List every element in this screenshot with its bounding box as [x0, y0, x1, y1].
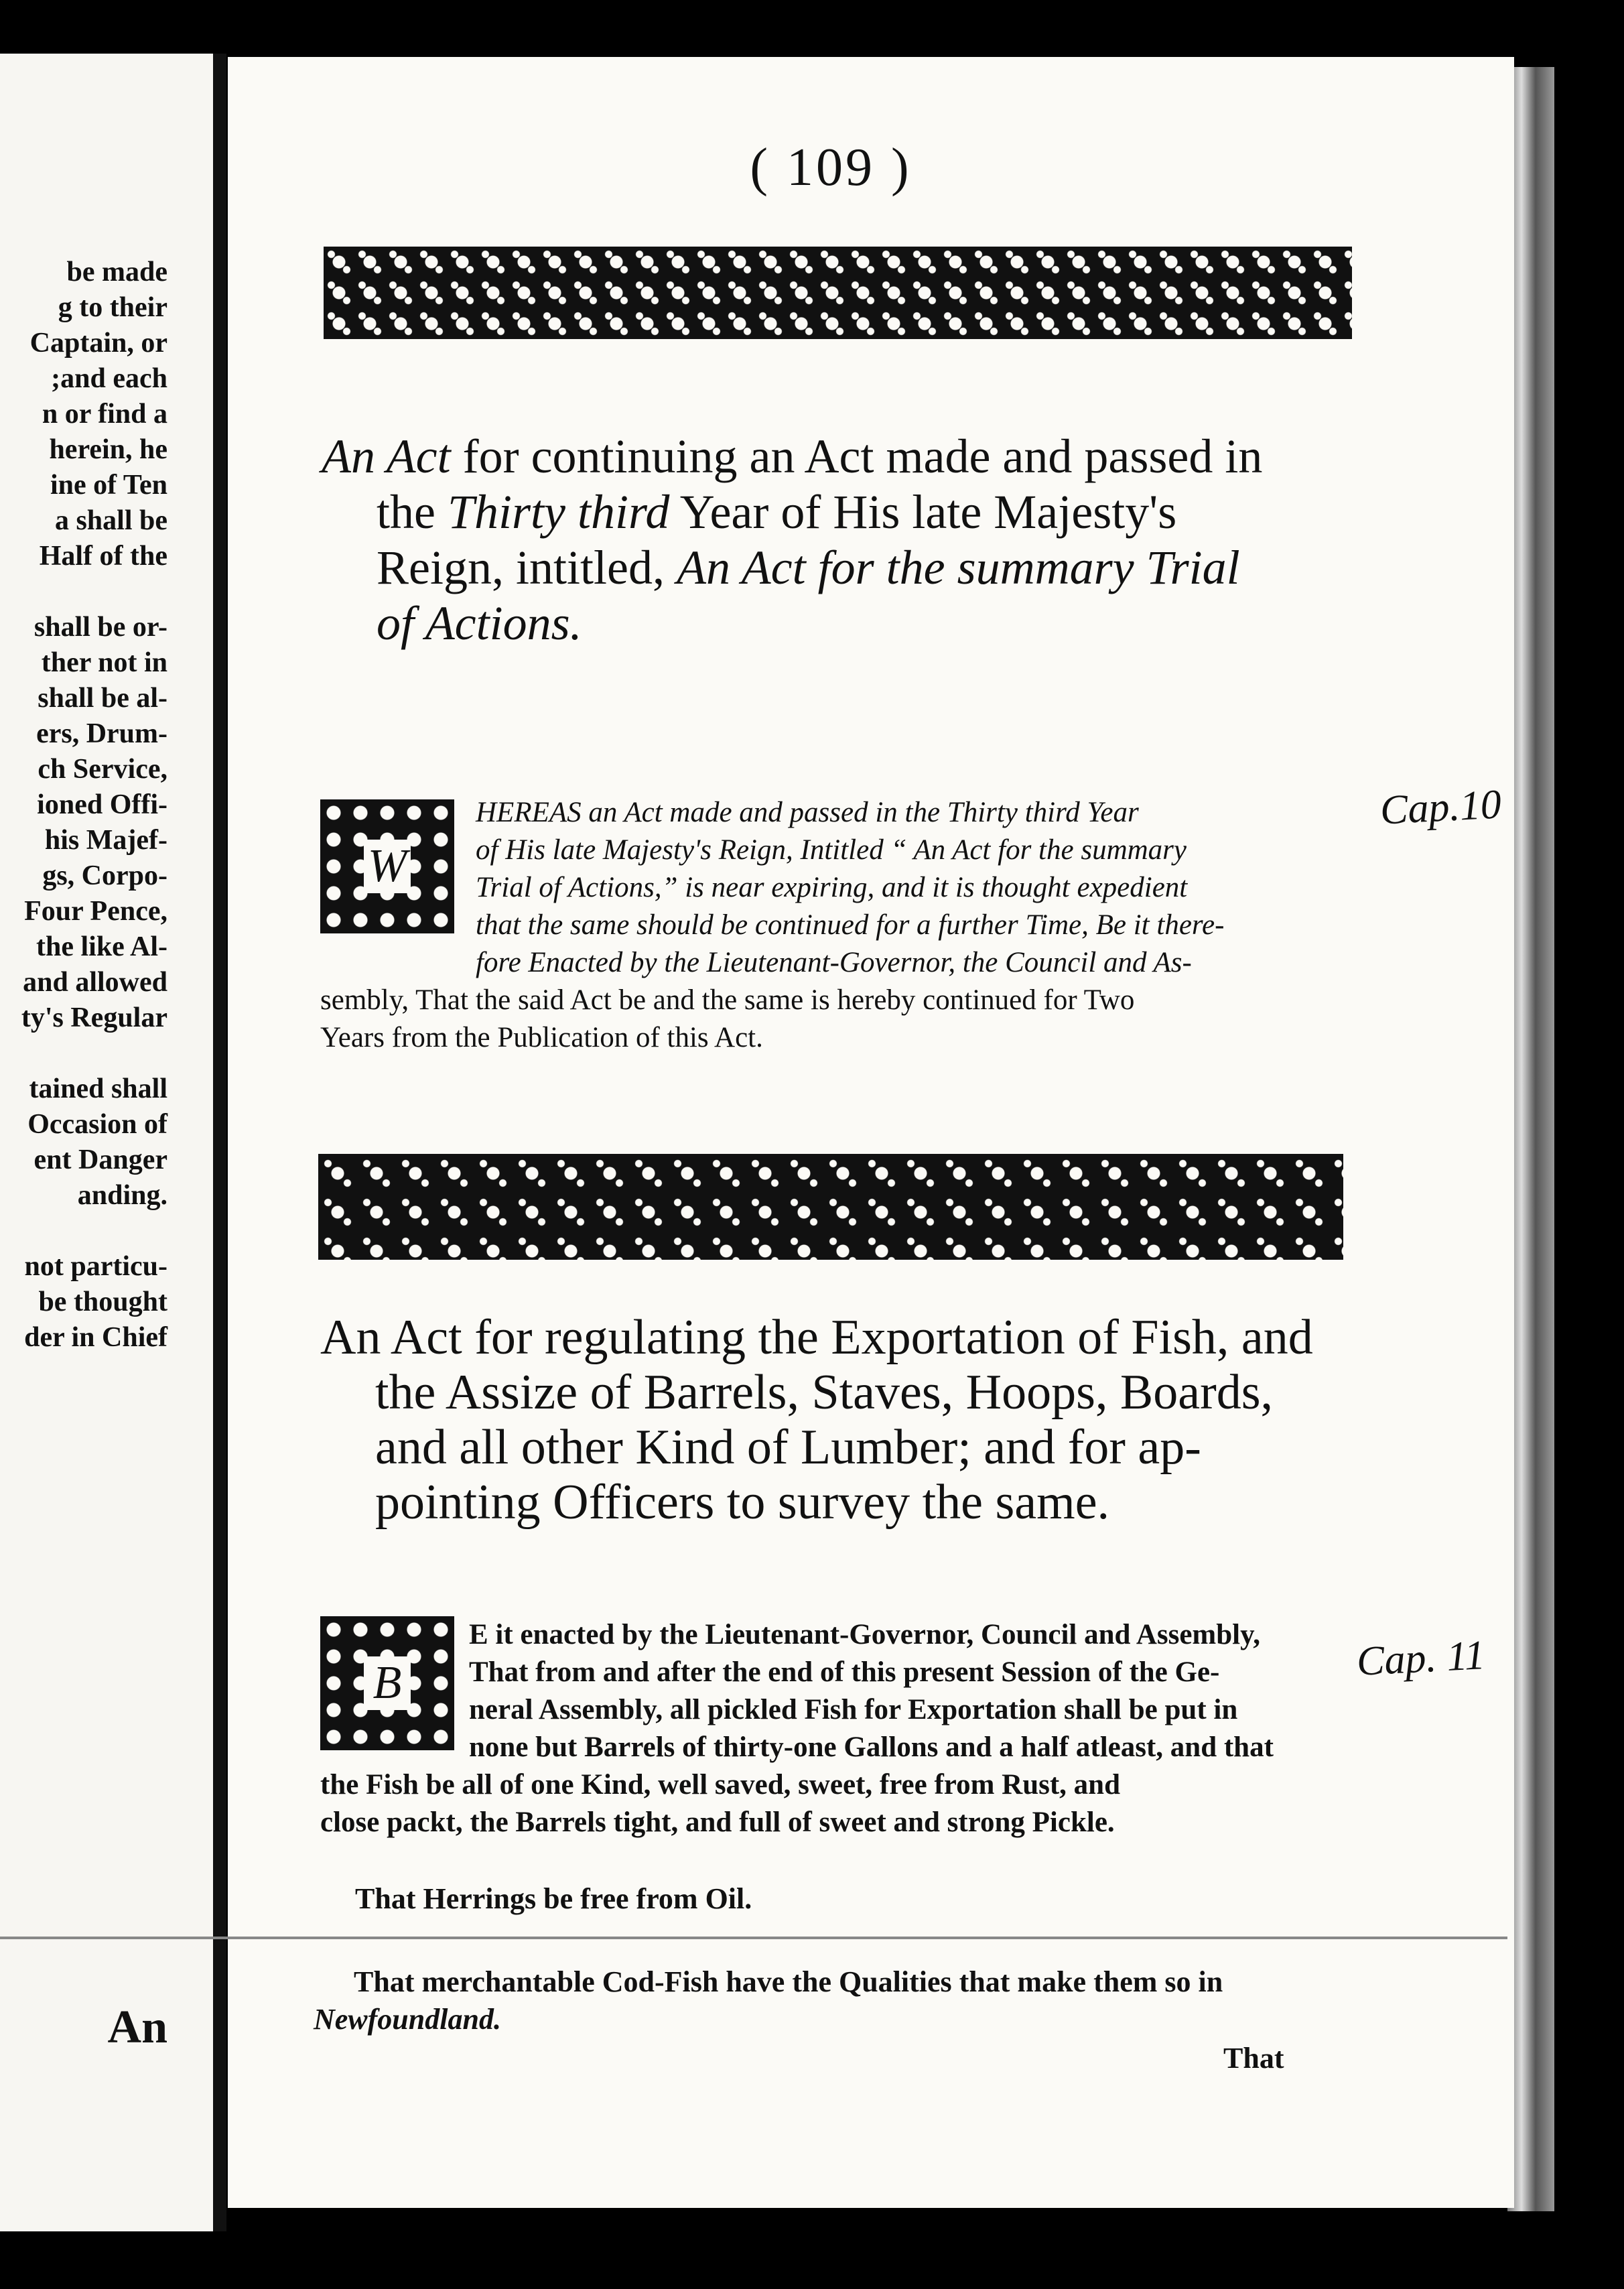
left-page-fragment: der in Chief: [24, 1322, 167, 1353]
text-line: that the same should be continued for a further Time, Be it there-: [476, 909, 1225, 941]
scan-fold-line: [0, 1937, 1507, 1939]
text-line: close packt, the Barrels tight, and full of sweet and strong Pickle.: [320, 1807, 1115, 1838]
left-page-fragment: ty's Regular: [21, 1002, 167, 1033]
left-page-fragment: Half of the: [39, 541, 167, 572]
title-line: [322, 540, 1353, 596]
left-page-fragment: ;and each: [51, 363, 167, 394]
book-gutter: [213, 54, 226, 2231]
act2-title: [320, 1310, 1340, 1530]
left-page-fragment: g to their: [58, 292, 167, 323]
left-page-fragment: be thought: [38, 1287, 167, 1317]
left-page-fragment: the like Al-: [36, 931, 167, 962]
text-line: the Fish be all of one Kind, well saved, sweet, free from Rust, and: [320, 1769, 1121, 1801]
act1-title: [322, 429, 1353, 651]
text-line: HEREAS an Act made and passed in the Thirty third Year: [476, 797, 1139, 828]
text-line: of His late Majesty's Reign, Intitled “ An Act for the summary: [476, 834, 1187, 866]
paragraph-codfish-place: Newfoundland.: [314, 2003, 501, 2036]
left-page-catchword: An: [107, 2002, 167, 2053]
left-page-fragment: shall be al-: [38, 683, 167, 714]
title-segment: Year of His late Majesty's: [669, 485, 1177, 539]
title-line: [322, 429, 1353, 484]
title-segment: An Act: [322, 430, 451, 483]
left-page-fragment: not particu-: [24, 1251, 167, 1282]
left-page-fragment: tained shall: [29, 1073, 167, 1104]
left-page-fragment: gs, Corpo-: [42, 860, 167, 891]
left-page-fragment: Occasion of: [27, 1109, 167, 1140]
text-line: the Assize of Barrels, Staves, Hoops, Boards,: [375, 1365, 1274, 1420]
act2-body: [469, 1616, 1340, 1766]
text-line: and all other Kind of Lumber; and for ap-: [375, 1420, 1201, 1475]
dropcap-letter: W: [364, 840, 411, 893]
left-page-fragment: anding.: [77, 1180, 167, 1211]
catchword: That: [1223, 2042, 1284, 2075]
margin-note-cap-10: Cap.10: [1379, 781, 1503, 834]
left-facing-page: [0, 54, 213, 2231]
title-segment: Thirty third: [447, 485, 670, 539]
text-line: pointing Officers to survey the same.: [375, 1475, 1110, 1530]
left-page-fragment: ioned Offi-: [37, 789, 167, 820]
ornament-band-top: [324, 247, 1352, 339]
text-line: That from and after the end of this present Session of the Ge-: [469, 1656, 1220, 1688]
title-segment: for continuing an Act made and passed in: [450, 430, 1263, 483]
text-line: fore Enacted by the Lieutenant-Governor, the Council and As-: [476, 947, 1192, 978]
left-page-fragment: ine of Ten: [50, 470, 167, 501]
left-page-fragment: Four Pence,: [24, 896, 167, 927]
left-page-fragment: Captain, or: [29, 328, 167, 358]
title-line: [322, 484, 1353, 540]
title-line: [322, 596, 1353, 651]
title-segment: An Act for the summary Trial: [676, 541, 1240, 594]
page-edge: [1507, 67, 1554, 2211]
left-page-fragment: ch Service,: [38, 754, 167, 785]
dropcap-b: [320, 1616, 454, 1750]
act1-body: [476, 794, 1347, 982]
left-page-fragment: his Majef-: [44, 825, 167, 856]
title-segment: Reign, intitled,: [377, 541, 677, 594]
left-page-fragment: and allowed: [23, 967, 167, 998]
dropcap-w: [320, 799, 454, 933]
text-line: Trial of Actions,” is near expiring, and it is thought expedient: [476, 872, 1188, 903]
left-page-fragment: ent Danger: [33, 1144, 167, 1175]
left-page-fragment: be made: [66, 257, 167, 287]
left-page-fragment: ther not in: [41, 647, 167, 678]
paragraph-herrings: That Herrings be free from Oil.: [355, 1882, 752, 1915]
paragraph-codfish: That merchantable Cod-Fish have the Qualities that make them so in: [354, 1965, 1223, 1998]
text-line: none but Barrels of thirty-one Gallons and a half atleast, and that: [469, 1731, 1274, 1763]
act1-body-continued: [320, 982, 1345, 1057]
margin-note-cap-11: Cap. 11: [1355, 1632, 1487, 1685]
left-page-fragment: n or find a: [42, 399, 167, 430]
dropcap-letter: B: [364, 1656, 411, 1710]
left-page-fragment: shall be or-: [33, 612, 167, 643]
left-page-fragment: a shall be: [54, 505, 167, 536]
ornament-band-middle: [318, 1154, 1343, 1260]
text-line: sembly, That the said Act be and the same is hereby continued for Two: [320, 984, 1135, 1016]
text-line: E it enacted by the Lieutenant-Governor, Council and Assembly,: [469, 1619, 1260, 1650]
left-page-fragment: ers, Drum-: [36, 718, 167, 749]
title-segment: the: [377, 485, 448, 539]
act2-body-continued: [320, 1766, 1339, 1841]
left-page-fragment: herein, he: [49, 434, 167, 465]
page-number: ( 109 ): [750, 138, 912, 197]
text-line: neral Assembly, all pickled Fish for Exportation shall be put in: [469, 1694, 1238, 1725]
title-segment: of Actions.: [377, 596, 582, 650]
text-line: Years from the Publication of this Act.: [320, 1022, 763, 1053]
text-line: An Act for regulating the Exportation of Fish, and: [320, 1310, 1313, 1365]
